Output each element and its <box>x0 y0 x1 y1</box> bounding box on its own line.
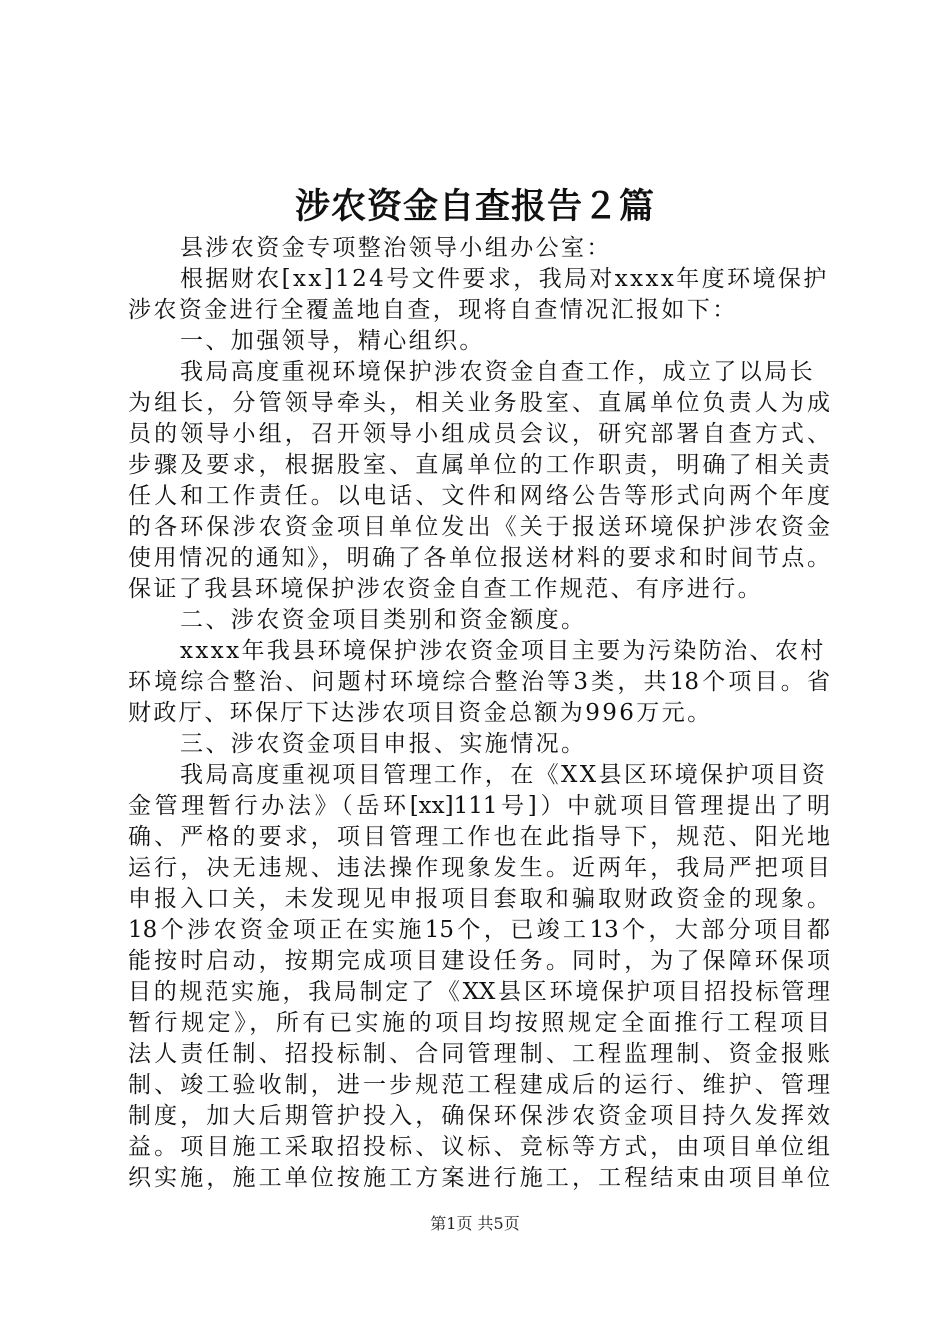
text-line: 制、竣工验收制，进一步规范工程建成后的运行、维护、管理 <box>128 1072 830 1098</box>
text-line: 为组长，分管领导牵头，相关业务股室、直属单位负责人为成 <box>128 390 830 416</box>
text-line: 暂行规定》，所有已实施的项目均按照规定全面推行工程项目 <box>128 1010 830 1036</box>
text-line: 县涉农资金专项整治领导小组办公室： <box>180 235 612 261</box>
text-line: 步骤及要求，根据股室、直属单位的工作职责，明确了相关责 <box>128 452 830 478</box>
text-line: 我局高度重视项目管理工作，在《XX县区环境保护项目资 <box>180 762 828 788</box>
text-line: 环境综合整治、问题村环境综合整治等3类，共18个项目。省 <box>128 669 830 695</box>
text-line: 任人和工作责任。以电话、文件和网络公告等形式向两个年度 <box>128 483 830 509</box>
section-heading: 三、涉农资金项目申报、实施情况。 <box>180 731 587 757</box>
text-line: 织实施，施工单位按施工方案进行施工，工程结束由项目单位 <box>128 1165 830 1191</box>
text-line: 金管理暂行办法》（岳环[xx]111号]）中就项目管理提出了明 <box>128 793 830 819</box>
document-body <box>128 233 830 1194</box>
text-line: 涉农资金进行全覆盖地自查，现将自查情况汇报如下： <box>128 297 738 323</box>
text-line: 确、严格的要求，项目管理工作也在此指导下，规范、阳光地 <box>128 824 830 850</box>
page-title: 涉农资金自查报告２篇 <box>294 186 655 227</box>
text-line: 使用情况的通知》，明确了各单位报送材料的要求和时间节点。 <box>128 545 830 571</box>
text-line: 运行，决无违规、违法操作现象发生。近两年，我局严把项目 <box>128 855 830 881</box>
section-heading: 一、加强领导，精心组织。 <box>180 328 485 354</box>
page-footer: 第1页 共5页 <box>430 1214 520 1233</box>
text-line: 的各环保涉农资金项目单位发出《关于报送环境保护涉农资金 <box>128 514 830 540</box>
text-line: 能按时启动，按期完成项目建设任务。同时，为了保障环保项 <box>128 948 830 974</box>
text-line: 申报入口关，未发现见申报项目套取和骗取财政资金的现象。 <box>128 886 830 912</box>
text-line: 法人责任制、招投标制、合同管理制、工程监理制、资金报账 <box>128 1041 830 1067</box>
text-line: 保证了我县环境保护涉农资金自查工作规范、有序进行。 <box>128 576 763 602</box>
text-line: 我局高度重视环境保护涉农资金自查工作，成立了以局长 <box>180 359 815 385</box>
section-heading: 二、涉农资金项目类别和资金额度。 <box>180 607 587 633</box>
text-line: 员的领导小组，召开领导小组成员会议，研究部署自查方式、 <box>128 421 830 447</box>
text-line: 18个涉农资金项正在实施15个，已竣工13个，大部分项目都 <box>128 917 830 943</box>
text-line: 制度，加大后期管护投入，确保环保涉农资金项目持久发挥效 <box>128 1103 830 1129</box>
text-line: 益。项目施工采取招投标、议标、竞标等方式，由项目单位组 <box>128 1134 830 1160</box>
text-line: 财政厅、环保厅下达涉农项目资金总额为996万元。 <box>128 700 713 726</box>
text-line: 目的规范实施，我局制定了《XX县区环境保护项目招投标管理 <box>128 979 830 1005</box>
text-line: xxxx年我县环境保护涉农资金项目主要为污染防治、农村 <box>180 638 826 664</box>
text-line: 根据财农[xx]124号文件要求，我局对xxxx年度环境保护 <box>180 266 829 292</box>
